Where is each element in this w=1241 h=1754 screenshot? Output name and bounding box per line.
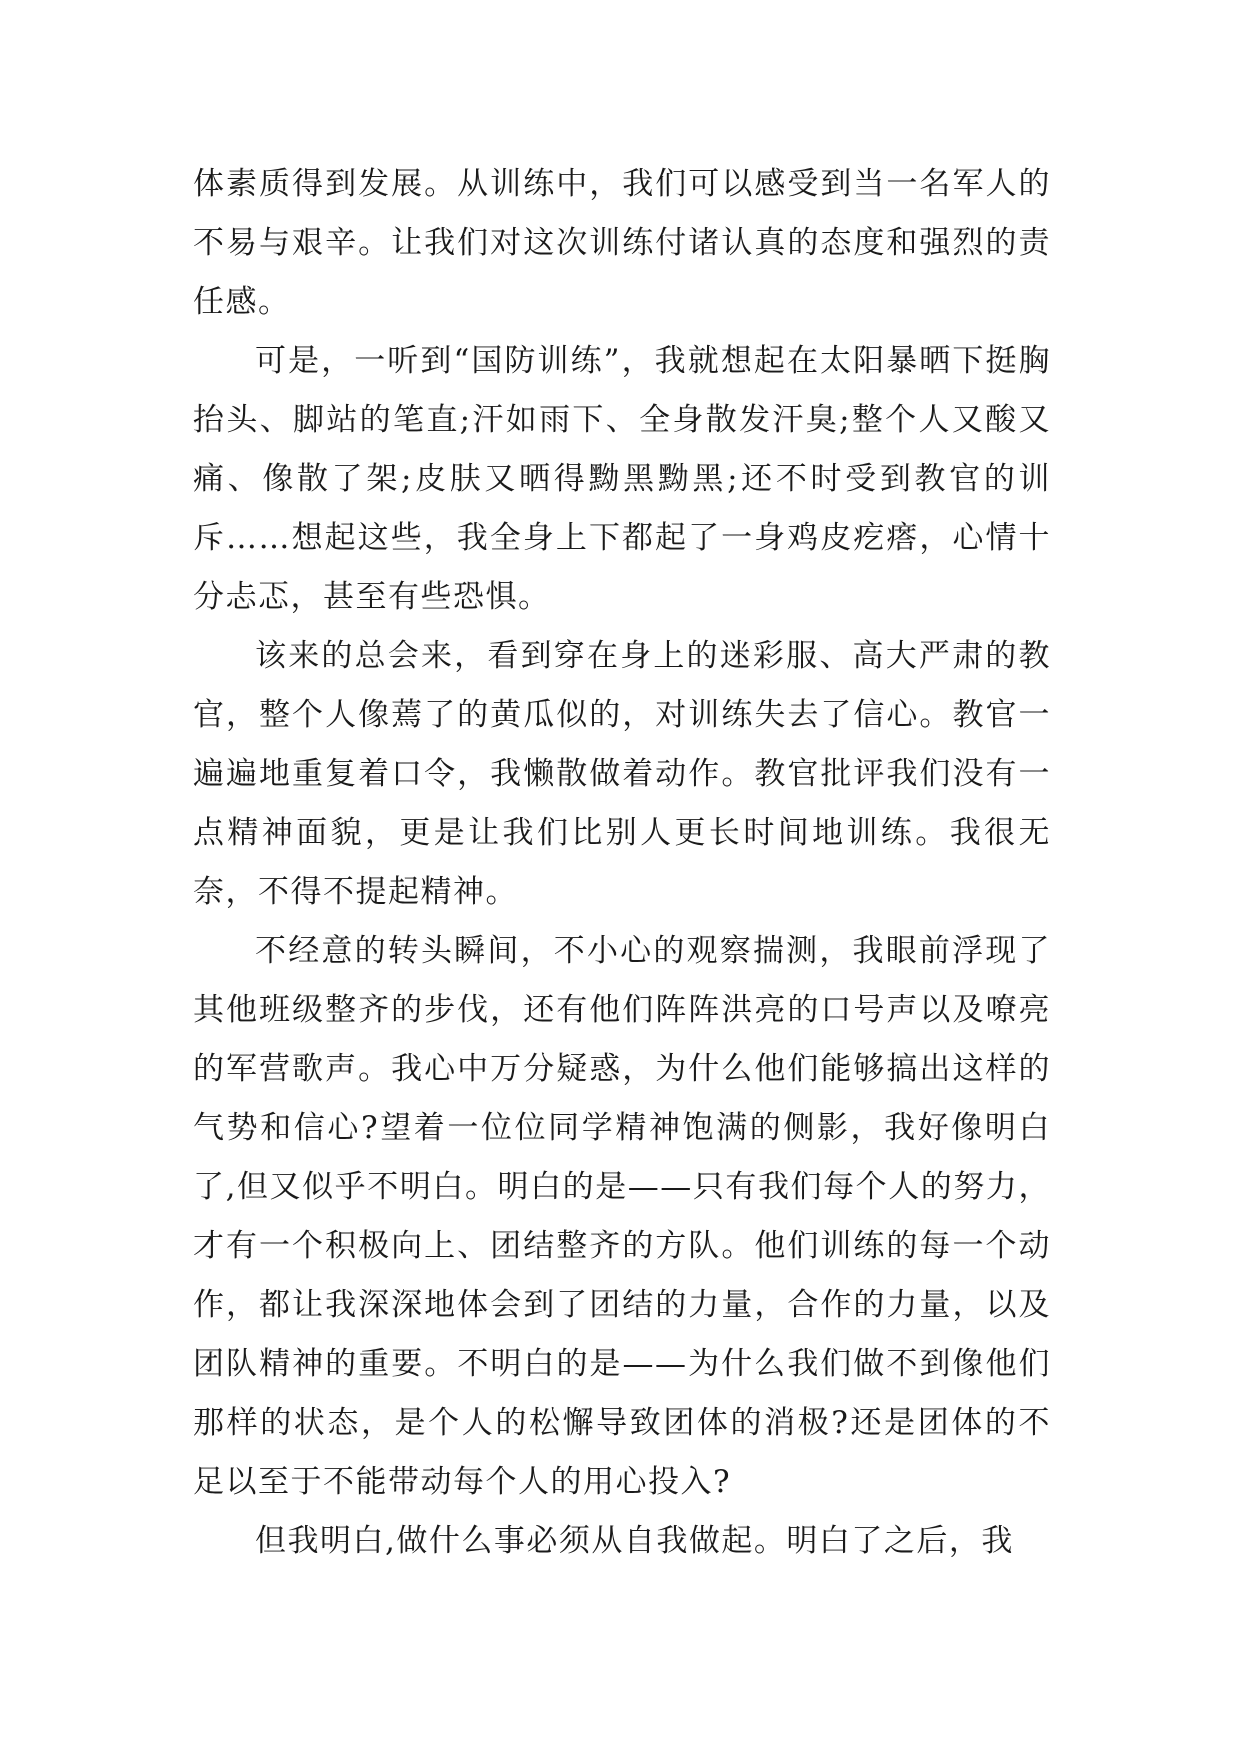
document-body xyxy=(193,155,1051,1571)
paragraph-4: 不经意的转头瞬间，不小心的观察揣测，我眼前浮现了其他班级整齐的步伐，还有他们阵阵洪亮的口号声以及嘹亮的军营歌声。我心中万分疑惑，为什么他们能够搞出这样的气势和信心?望着一位位同学精神饱满的侧影，我好像明白了,但又似乎不明白。明白的是——只有我们每个人的努力，才有一个积极向上、团结整齐的方队。他们训练的每一个动作，都让我深深地体会到了团结的力量，合作的力量，以及团队精神的重要。不明白的是——为什么我们做不到像他们那样的状态，是个人的松懈导致团体的消极?还是团体的不足以至于不能带动每个人的用心投入? xyxy=(193,933,1051,1500)
paragraph-2: 可是，一听到“国防训练”，我就想起在太阳暴晒下挺胸抬头、脚站的笔直;汗如雨下、全身散发汗臭;整个人又酸又痛、像散了架;皮肤又晒得黝黑黝黑;还不时受到教官的训斥……想起这些，我全身上下都起了一身鸡皮疙瘩，心情十分忐忑，甚至有些恐惧。 xyxy=(193,343,1051,615)
paragraph-3: 该来的总会来，看到穿在身上的迷彩服、高大严肃的教官，整个人像蔫了的黄瓜似的，对训练失去了信心。教官一遍遍地重复着口令，我懒散做着动作。教官批评我们没有一点精神面貌，更是让我们比别人更长时间地训练。我很无奈，不得不提起精神。 xyxy=(193,638,1051,910)
paragraph-5: 但我明白,做什么事必须从自我做起。明白了之后，我 xyxy=(255,1523,1014,1559)
paragraph-1: 体素质得到发展。从训练中，我们可以感受到当一名军人的不易与艰辛。让我们对这次训练付诸认真的态度和强烈的责任感。 xyxy=(193,166,1051,320)
